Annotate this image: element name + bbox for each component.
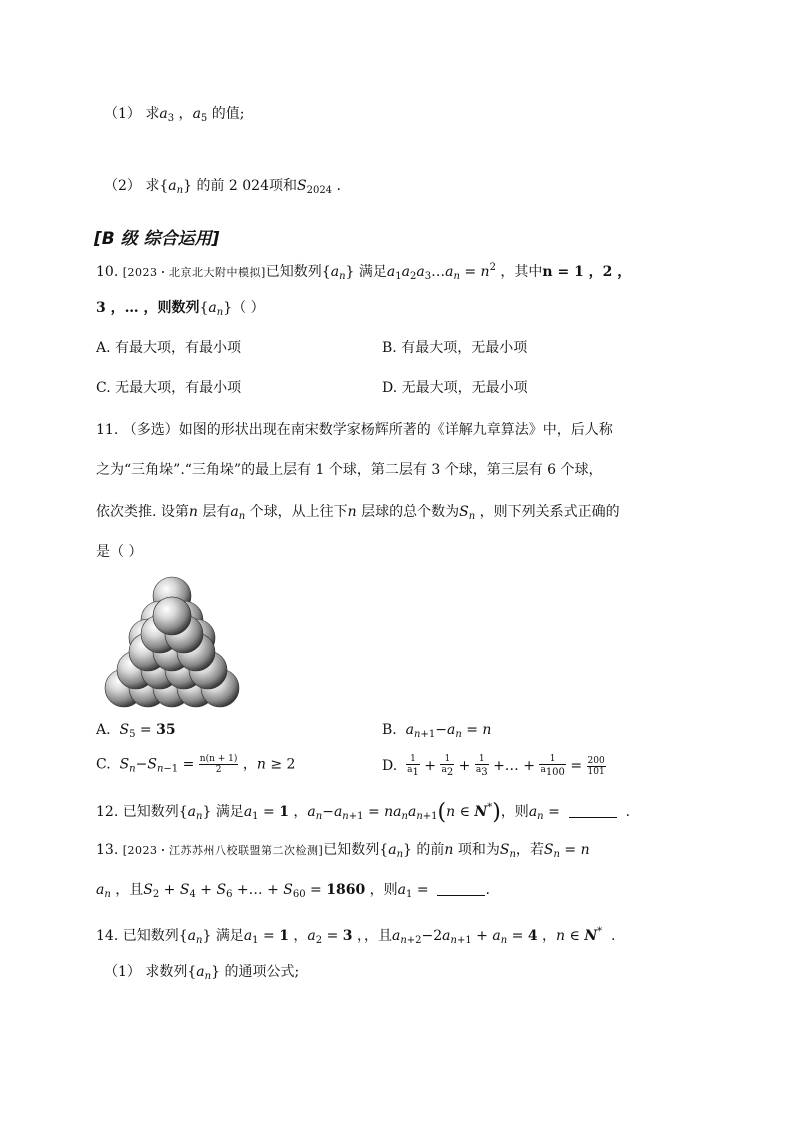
q14-line-1: 14. 已知数列$\{a_n\}$ 满足$a_1 = 1$ ，$a_2 = 3$ ，，且$a_{n+2}-2a_{n+1} + a_n = 4$ ，n ∈ N* .	[96, 926, 616, 946]
q13-source: [2023・江苏苏州八校联盟第二次检测]	[122, 844, 324, 857]
q11-option-c: C. $S_n-S_{n-1}$ = $\frac{n(n + 1)}{2}$ ，n ≥ 2	[96, 754, 296, 775]
q13-line-1: 13. [2023・江苏苏州八校联盟第二次检测]已知数列$\{a_n\}$ 的前n 项和为$S_n$，若$S_n = n$	[96, 842, 590, 860]
q11-line-2: 之为“三角垛”.“三角垛”的最上层有 1 个球，第二层有 3 个球，第三层有 6 个球，	[96, 462, 603, 478]
prev-question-part-2: （2） 求$\{a_n\}$ 的前 2 024项和$S_{2024}$ .	[104, 178, 341, 196]
q10-source: [2023・北京北大附中模拟]	[122, 266, 266, 279]
q14-part-1: （1） 求数列$\{a_n\}$ 的通项公式;	[104, 964, 300, 982]
q10-option-c: C. 无最大项，有最小项	[96, 380, 242, 396]
q10-line-2: 3 ，… ，则数列$\{a_n\}$（ ）	[96, 300, 265, 318]
q10-option-d: D. 无最大项，无最小项	[382, 380, 528, 396]
q11-option-d: D. $\frac{1}{a_1}$ + $\frac{1}{a_2}$ + $\frac{1}{a_3}$ +… + $\frac{1}{a_{100}}$ = $\frac{200}{101}$	[382, 754, 605, 778]
q10-option-b: B. 有最大项，无最小项	[382, 340, 528, 356]
q11-line-3: 依次类推. 设第n 层有$a_n$ 个球，从上往下n 层球的总个数为$S_n$ ，则下列关系式正确的	[96, 504, 620, 522]
q11-option-b: B. $a_{n+1}-a_n = n$	[382, 722, 492, 740]
q12-line-1: 12. 已知数列$\{a_n\}$ 满足$a_1 = 1$ ，$a_n-a_{n+1} = na_na_{n+1}(n$ ∈ N*)，则$a_n$ = .	[96, 800, 631, 825]
q13-line-2: $a_n$ ，且$S_2 + S_4 + S_6$ +… + $S_{60} = 1860$ ，则$a_1$ = .	[96, 882, 490, 900]
q11-option-a: A. $S_5 = 35$	[96, 722, 176, 740]
sphere	[153, 597, 191, 635]
q11-line-1: 11. （多选）如图的形状出现在南宋数学家杨辉所著的《详解九章算法》中，后人称	[96, 422, 613, 438]
q10-option-a: A. 有最大项，有最小项	[96, 340, 242, 356]
q10-line-1: 10. [2023・北京北大附中模拟]已知数列$\{a_n\}$ 满足$a_1a_2a_3\dots a_n = n^2$ ，其中n = 1 ，2 ，	[96, 262, 632, 282]
triangular-pile-figure	[100, 576, 248, 710]
q11-line-4: 是（ ）	[96, 544, 143, 560]
prev-question-part-1: （1） 求$a_3$ ，$a_5$ 的值;	[104, 106, 245, 124]
q12-answer-blank[interactable]	[569, 803, 617, 818]
sphere-group	[105, 577, 239, 707]
q13-answer-blank[interactable]	[437, 881, 485, 896]
section-title: [B 级 综合运用]	[94, 229, 220, 249]
